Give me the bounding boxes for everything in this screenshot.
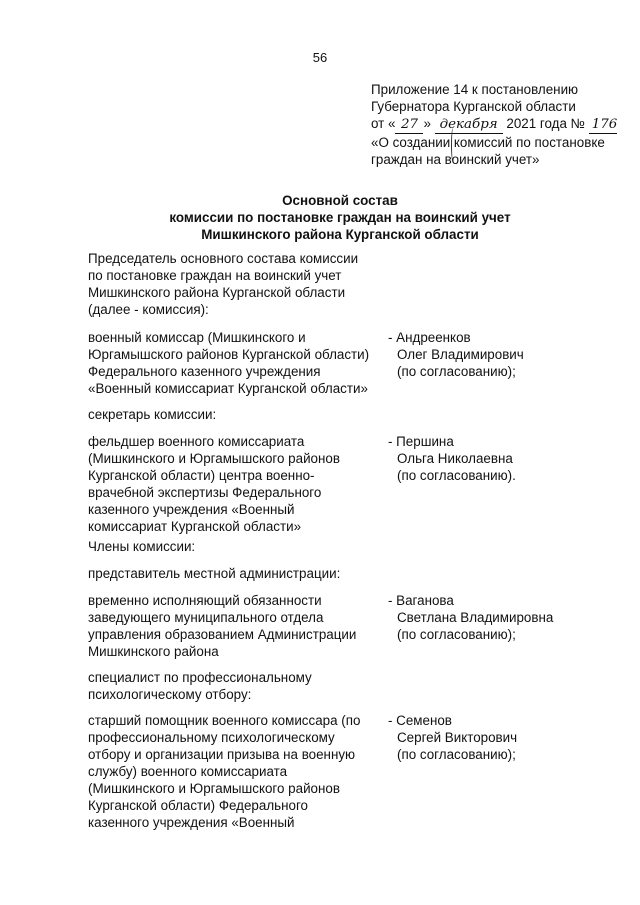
date-prefix: от « <box>371 116 396 131</box>
signature-stroke-icon <box>451 128 455 162</box>
local-admin-position-line: управления образованием Администрации <box>88 627 357 642</box>
psych-position-line: Курганской области) Федерального <box>88 798 308 813</box>
chair-heading-line-4: (далее - комиссия): <box>88 302 209 317</box>
psych-position-line: (Мишкинского и Юргамышского районов <box>88 781 340 796</box>
secretary-person <box>388 433 588 484</box>
person-note: (по согласованию); <box>397 364 516 379</box>
person-name: Светлана Владимировна <box>397 610 554 625</box>
page-number: 56 <box>312 50 328 65</box>
chair-person <box>388 329 588 380</box>
psych-position-line: казенного учреждения «Военный <box>88 815 295 830</box>
person-surname: - Семенов <box>388 713 452 728</box>
handwritten-number: 176 <box>589 116 617 134</box>
local-admin-person <box>388 592 588 643</box>
chair-position-line: Юргамышского районов Курганской области) <box>88 347 370 362</box>
psych-heading-line: специалист по профессиональному <box>88 670 312 685</box>
appendix-header <box>371 81 640 168</box>
title-line-1: Основной состав <box>282 193 398 208</box>
chair-heading-line-1: Председатель основного состава комиссии <box>88 251 359 266</box>
person-name: Олег Владимирович <box>397 347 524 362</box>
handwritten-day: 27 <box>395 116 423 134</box>
psych-position-line: отбору и организации призыва на военную <box>88 747 356 762</box>
appendix-line-5: граждан на воинский учет» <box>371 152 540 167</box>
person-surname: - Першина <box>388 434 454 449</box>
psych-position-line: старший помощник военного комиссара (по <box>88 713 361 728</box>
person-name: Сергей Викторович <box>397 730 518 745</box>
appendix-line-4: «О создании комиссий по постановке <box>371 135 605 150</box>
chair-position-line: военный комиссар (Мишкинского и <box>88 330 306 345</box>
chair-position <box>88 329 388 397</box>
person-note: (по согласованию); <box>397 747 516 762</box>
appendix-line-1: Приложение 14 к постановлению <box>371 82 579 97</box>
document-title <box>0 192 640 243</box>
person-surname: - Андреенков <box>388 330 471 345</box>
secretary-heading-text: секретарь комиссии: <box>88 407 217 422</box>
date-mid: » <box>423 116 431 131</box>
psych-person <box>388 712 588 763</box>
psych-heading-line: психологическому отбору: <box>88 687 252 702</box>
title-line-3: Мишкинского района Курганской области <box>201 227 479 242</box>
secretary-position-line: врачебной экспертизы Федерального <box>88 485 322 500</box>
secretary-position-line: (Мишкинского и Юргамышского районов <box>88 451 340 466</box>
appendix-date-line <box>371 115 640 134</box>
psych-position <box>88 712 388 831</box>
person-note: (по согласованию); <box>397 627 516 642</box>
psych-heading-text <box>88 669 388 703</box>
local-admin-position-line: заведующего муниципального отдела <box>88 610 324 625</box>
secretary-position-line: Курганской области) центра военно- <box>88 468 315 483</box>
local-admin-position-line: Мишкинского района <box>88 644 219 659</box>
local-admin-position-line: временно исполняющий обязанности <box>88 593 322 608</box>
local-admin-heading-text: представитель местной администрации: <box>88 566 341 581</box>
secretary-position <box>88 433 388 535</box>
secretary-position-line: фельдшер военного комиссариата <box>88 434 305 449</box>
date-year: 2021 года № <box>502 116 585 131</box>
chair-heading-line-2: по постановке граждан на воинский учет <box>88 268 342 283</box>
person-note: (по согласованию). <box>397 468 516 483</box>
title-line-2: комиссии по постановке граждан на воинский учет <box>169 210 511 225</box>
chair-position-line: Федерального казенного учреждения <box>88 364 321 379</box>
secretary-position-line: комиссариат Курганской области» <box>88 519 302 534</box>
local-admin-position <box>88 592 388 660</box>
chair-position-line: «Военный комиссариат Курганской области» <box>88 381 368 396</box>
psych-position-line: профессиональному психологическому <box>88 730 335 745</box>
handwritten-month: декабря <box>435 116 503 134</box>
person-name: Ольга Николаевна <box>397 451 513 466</box>
appendix-line-2: Губернатора Курганской области <box>371 99 576 114</box>
psych-position-line: службу) военного комиссариата <box>88 764 288 779</box>
person-surname: - Ваганова <box>388 593 454 608</box>
secretary-position-line: казенного учреждения «Военный <box>88 502 295 517</box>
members-heading-text: Члены комиссии: <box>88 539 196 554</box>
chair-heading-line-3: Мишкинского района Курганской области <box>88 285 346 300</box>
